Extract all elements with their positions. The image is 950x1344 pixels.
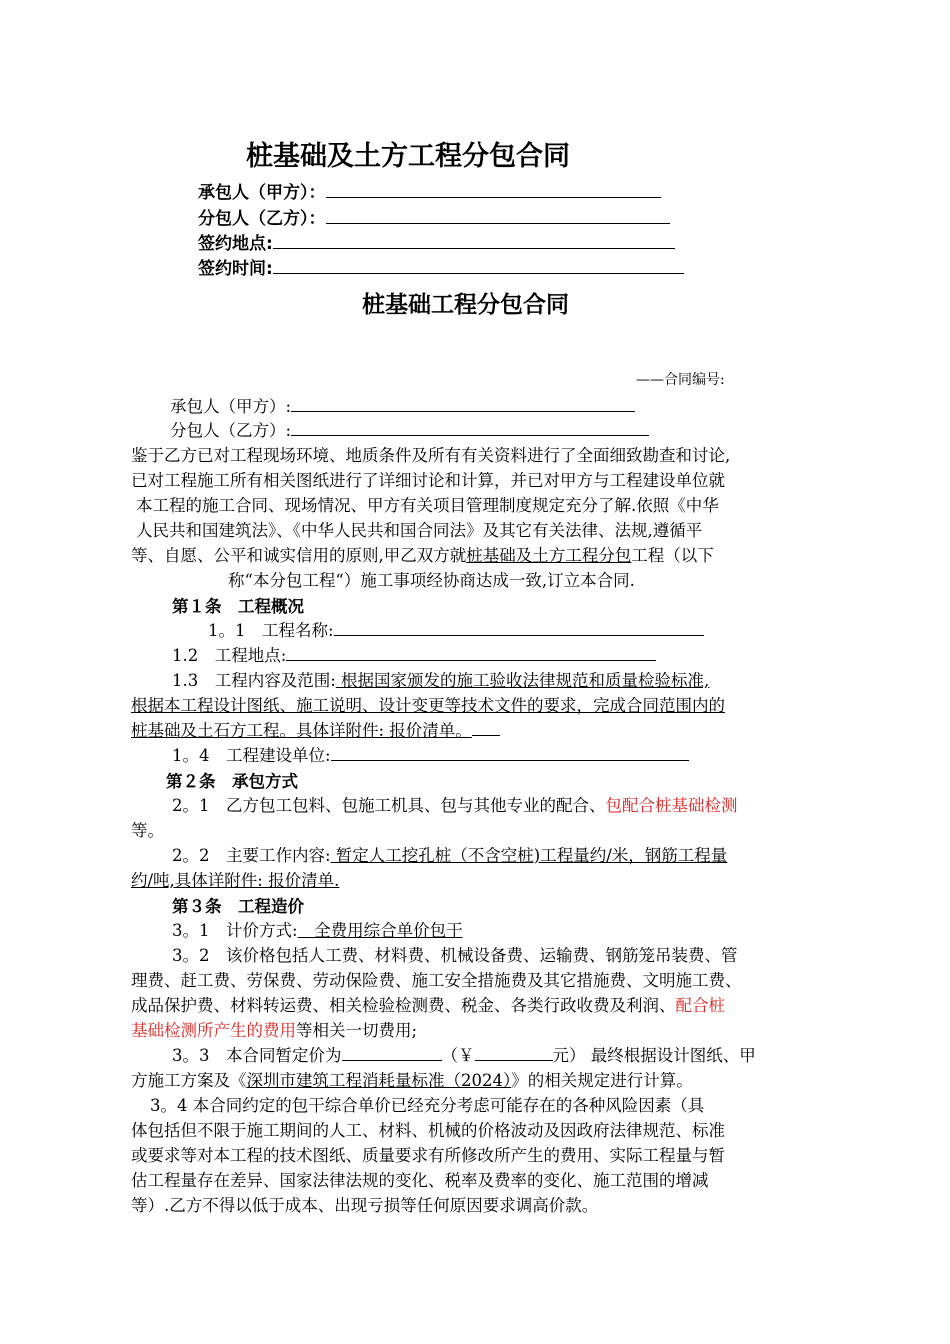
- cover-date-blank[interactable]: [273, 256, 684, 274]
- cover-contractor-field: [198, 178, 661, 203]
- preamble-line-6: 称“本分包工程“）施工事项经协商达成一致,订立本合同.: [228, 571, 635, 590]
- clause-3-4-line-1: 3。4 本合同约定的包干综合单价已经充分考虑可能存在的各种风险因素（具: [150, 1096, 705, 1115]
- clause-3-1-label: 3。1 计价方式:: [172, 921, 298, 940]
- clause-3-3-text-2b: 》的相关规定进行计算。: [511, 1071, 693, 1090]
- clause-3-2-line-3: [131, 993, 725, 1018]
- clause-1-2: [172, 643, 656, 668]
- cover-subcontractor-field: [198, 204, 670, 229]
- clause-2-2-text-1: 暂定人工挖孔桩（不含空桩)工程量约/米，钢筋工程量: [330, 846, 728, 865]
- cover-place-blank[interactable]: [273, 231, 675, 249]
- clause-2-2-line-1: [172, 843, 727, 868]
- project-name-underlined: 桩基础及土方工程分包: [466, 546, 632, 565]
- preamble-line-5: [131, 543, 714, 568]
- cover-contractor-label: 承包人（甲方）：: [198, 183, 326, 203]
- clause-1-1-label: 1。1 工程名称:: [208, 621, 334, 640]
- clause-3-4-line-3: 或要求等对本工程的技术图纸、质量要求有所修改所产生的费用、实际工程量与暂: [131, 1146, 725, 1165]
- clause-3-3-text-a: 3。3 本合同暂定价为: [172, 1046, 342, 1065]
- preamble-line-5c: 工程（以下: [631, 546, 714, 565]
- clause-1-3-text-1: 根据国家颁发的施工验收法律规范和质量检验标准,: [335, 671, 710, 690]
- standard-name-underlined: 深圳市建筑工程消耗量标准（2024）: [246, 1071, 512, 1090]
- clause-3-3-line-1: [172, 1043, 756, 1068]
- article-1-heading: 第１条 工程概况: [172, 597, 304, 616]
- clause-3-3-text-2a: 方施工方案及《: [131, 1071, 247, 1090]
- price-amount-blank[interactable]: [475, 1043, 553, 1061]
- preamble-line-2: 已对工程施工所有相关图纸进行了详细讨论和计算，并已对甲方与工程建设单位就: [131, 471, 725, 490]
- clause-3-2-text-3: 成品保护费、材料转运费、相关检验检测费、税金、各类行政收费及利润、: [131, 996, 676, 1015]
- project-name-blank[interactable]: [334, 618, 704, 636]
- clause-3-4-line-2: 体包括但不限于施工期间的人工、材料、机械的价格波动及因政府法律规范、标准: [131, 1121, 725, 1140]
- party-subcontractor-field: [170, 418, 649, 443]
- clause-1-1: [208, 618, 704, 643]
- document-title: 桩基础及土方工程分包合同: [246, 141, 570, 172]
- preamble-line-4: 人民共和国建筑法》、《中华人民共和国合同法》及其它有关法律、法规,遵循平: [136, 521, 703, 540]
- clause-3-2-red-text-2: 基础检测所产生的费用: [131, 1021, 296, 1040]
- contract-subtitle: 桩基础工程分包合同: [362, 292, 569, 318]
- clause-1-3-line-3: [131, 718, 500, 743]
- cover-subcontractor-blank[interactable]: [326, 206, 670, 224]
- party-contractor-field: [170, 394, 635, 419]
- clause-3-2-text-4: 等相关一切费用;: [296, 1021, 418, 1040]
- preamble-line-5a: 等、自愿、公平和诚实信用的原则,甲乙双方就: [131, 546, 467, 565]
- clause-3-3-line-2: [131, 1068, 693, 1093]
- clause-1-3-line-2: 根据本工程设计图纸、施工说明、设计变更等技术文件的要求，完成合同范围内的: [131, 696, 725, 715]
- party-contractor-label: 承包人（甲方）:: [170, 397, 292, 416]
- article-3-heading: 第３条 工程造价: [172, 897, 304, 916]
- clause-2-2-label: 2。2 主要工作内容:: [172, 846, 331, 865]
- clause-1-2-label: 1.2 工程地点:: [172, 646, 287, 665]
- clause-3-2-red-text-1: 配合桩: [675, 996, 725, 1015]
- clause-3-2-line-1: 3。2 该价格包括人工费、材料费、机械设备费、运输费、钢筋笼吊装费、管: [172, 946, 738, 965]
- cover-date-label: 签约时间:: [198, 259, 273, 279]
- clause-3-4-line-5: 等）.乙方不得以低于成本、出现亏损等任何原因要求调高价款。: [131, 1196, 599, 1215]
- cover-contractor-blank[interactable]: [326, 180, 661, 198]
- clause-1-3-trailing-rule: [472, 721, 500, 736]
- price-words-blank[interactable]: [342, 1043, 442, 1061]
- clause-1-3-label: 1.3 工程内容及范围:: [172, 671, 336, 690]
- pricing-method-value: 全费用综合单价包干: [297, 921, 463, 940]
- clause-3-3-text-b: （￥: [441, 1046, 475, 1065]
- clause-3-2-line-2: 理费、赶工费、劳保费、劳动保险费、施工安全措施费及其它措施费、文明施工费、: [131, 971, 742, 990]
- contract-number-label: ——合同编号:: [636, 372, 725, 388]
- clause-3-4-line-4: 估工程量存在差异、国家法律法规的变化、税率及费率的变化、施工范围的增减: [131, 1171, 709, 1190]
- clause-3-2-line-4: [131, 1018, 417, 1043]
- clause-1-3-text-3: 桩基础及土石方工程。具体详附件: 报价清单。: [131, 721, 472, 740]
- cover-place-label: 签约地点:: [198, 234, 273, 254]
- clause-2-1-text: 2。1 乙方包工包料、包施工机具、包与其他专业的配合、: [172, 796, 606, 815]
- preamble-line-1: 鉴于乙方已对工程现场环境、地质条件及所有有关资料进行了全面细致勘查和讨论,: [131, 446, 731, 465]
- clause-2-1-line-2: 等。: [131, 821, 164, 840]
- preamble-line-3: 本工程的施工合同、现场情况、甲方有关项目管理制度规定充分了解.依照《中华: [136, 496, 719, 515]
- clause-1-3-line-1: [172, 668, 709, 693]
- clause-3-3-text-c: 元） 最终根据设计图纸、甲: [552, 1046, 756, 1065]
- clause-2-1-red-text: 包配合桩基础检测: [605, 796, 738, 815]
- clause-1-4: [172, 743, 689, 768]
- party-subcontractor-blank[interactable]: [291, 418, 649, 436]
- article-2-heading: 第２条 承包方式: [166, 772, 298, 791]
- construction-unit-blank[interactable]: [331, 743, 689, 761]
- clause-2-1-line-1: [172, 793, 738, 818]
- project-location-blank[interactable]: [286, 643, 656, 661]
- cover-subcontractor-label: 分包人（乙方）：: [198, 209, 326, 229]
- cover-date-field: [198, 254, 684, 279]
- clause-2-2-line-2: 约/吨,具体详附件: 报价清单.: [131, 871, 340, 890]
- clause-3-1: [172, 918, 463, 943]
- party-contractor-blank[interactable]: [291, 394, 635, 412]
- clause-1-4-label: 1。4 工程建设单位:: [172, 746, 331, 765]
- cover-place-field: [198, 229, 675, 254]
- party-subcontractor-label: 分包人（乙方）:: [170, 421, 292, 440]
